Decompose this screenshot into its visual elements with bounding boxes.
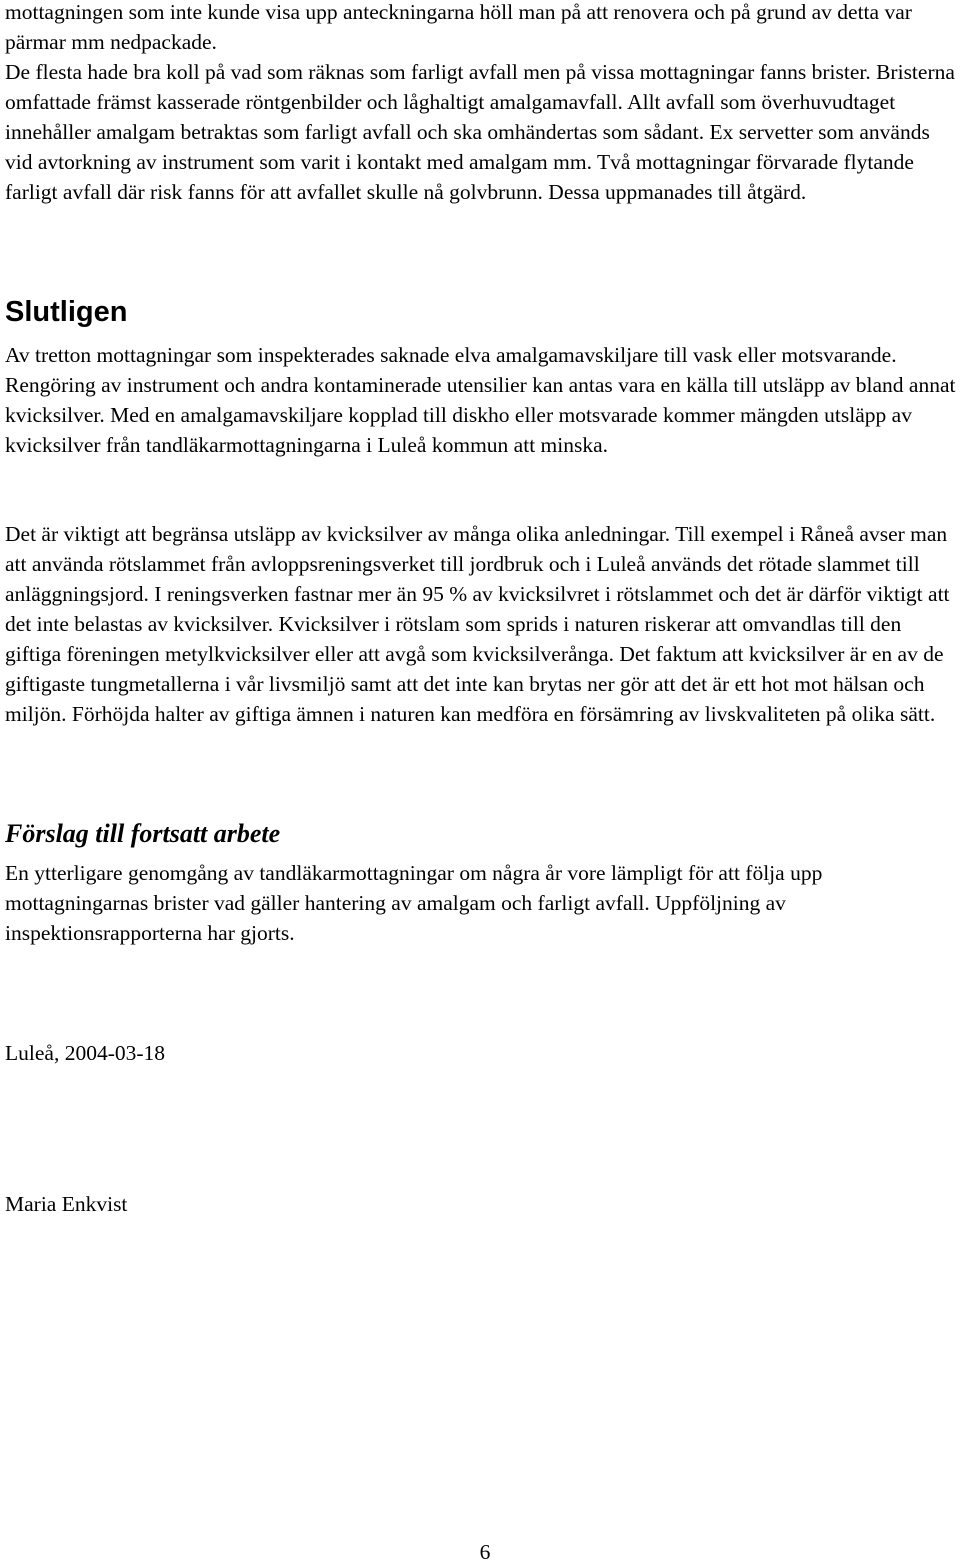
page-number: 6 (479, 1540, 491, 1564)
waste-paragraph: De flesta hade bra koll på vad som räknas som farligt avfall men på vissa mottagningar fanns brister. Bristerna omfattade främst kasserade röntgenbilder och låghaltigt amalgamavfall. Allt avfall som överhuvudtaget innehåller amalgam betraktas som farligt avfall och ska omhändertas som sådant. Ex servetter som används vid avtorkning av instrument som varit i kontakt med amalgam mm. Två mottagningar förvarade flytande farligt avfall där risk fanns för att avfallet skulle nå golvbrunn. Dessa uppmanades till åtgärd. (5, 60, 955, 204)
conclusion-paragraph-2: Det är viktigt att begränsa utsläpp av kvicksilver av många olika anledningar. Till exempel i Råneå avser man att använda rötslammet från avloppsreningsverket till jordbruk och i Luleå används det rötade slammet till anläggningsjord. I reningsverken fastnar mer än 95 % av kvicksilvret i rötslammet och det är därför viktigt att det inte belastas av kvicksilver. Kvicksilver i rötslam som sprids i naturen riskerar att omvandlas till den giftiga föreningen metylkvicksilver eller att avgå som kvicksilverånga. Det faktum att kvicksilver är en av de giftigaste tungmetallerna i vår livsmiljö samt att det inte kan brytas ner gör att det är ett hot mot hälsan och miljön. Förhöjda halter av giftiga ämnen i naturen kan medföra en försämring av livskvaliteten på olika sätt. (5, 522, 950, 726)
signature-name: Maria Enkvist (5, 1192, 128, 1216)
conclusion-paragraph-1: Av tretton mottagningar som inspekterades saknade elva amalgamavskiljare till vask eller motsvarande. Rengöring av instrument och andra kontaminerade utensilier kan antas vara en källa till utsläpp av bland annat kvicksilver. Med en amalgamavskiljare kopplad till diskho eller motsvarade kommer mängden utsläpp av kvicksilver från tandläkarmottagningarna i Luleå kommun att minska. (5, 343, 956, 457)
intro-paragraph: mottagningen som inte kunde visa upp anteckningarna höll man på att renovera och på grund av detta var pärmar mm nedpackade. (5, 0, 912, 54)
proposal-paragraph: En ytterligare genomgång av tandläkarmottagningar om några år vore lämpligt för att följa upp mottagningarnas brister vad gäller hantering av amalgam och farligt avfall. Uppföljning av inspektionsrapporterna har gjorts. (5, 861, 823, 945)
place-date: Luleå, 2004-03-18 (5, 1041, 166, 1065)
heading-proposal: Förslag till fortsatt arbete (5, 819, 281, 848)
heading-conclusion: Slutligen (5, 296, 128, 328)
